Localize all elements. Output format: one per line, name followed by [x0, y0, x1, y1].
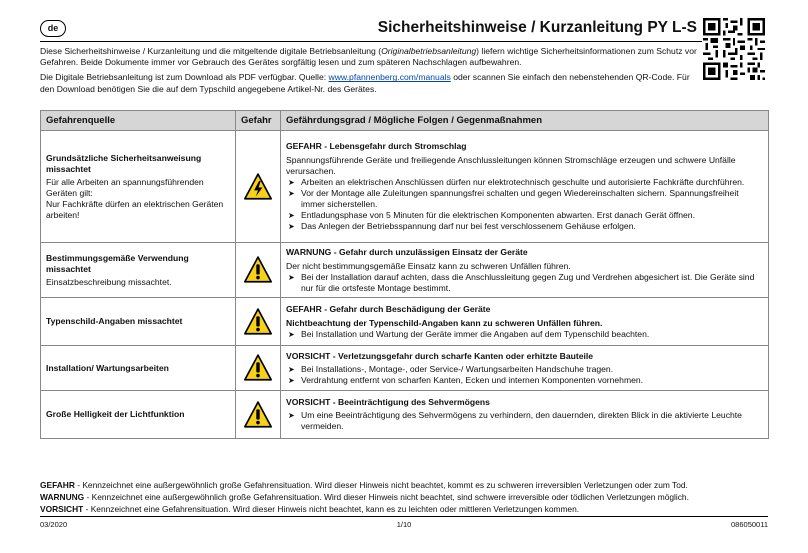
hazard-table — [40, 110, 769, 439]
legend-caution: VORSICHT - Kennzeichnet eine Gefahrensituation. Wird dieser Hinweis nicht beachtet, kann es zu leichten oder mittleren Verletzungen kommen. — [40, 503, 580, 514]
hazard-measures-cell — [281, 298, 769, 346]
qr-code-icon[interactable] — [703, 18, 765, 80]
intro-paragraph-2: Die Digitale Betriebsanleitung ist zum Download als PDF verfügbar. Quelle: www.pfannenberg.com/manuals oder scannen Sie einfach den nebenstehenden QR-Code. Für den Download benötigen Sie die auf dem Typschild angegebene Artikel-Nr. des Gerätes. — [40, 72, 690, 94]
hazard-measures-cell — [281, 243, 769, 298]
hazard-source-title: Installation/ Wartungsarbeiten — [46, 362, 169, 373]
table-row — [41, 346, 769, 391]
measure-bullet: ➤ Entladungsphase von 5 Minuten für die elektrischen Komponenten abwarten. Erst danach Gerät öffnen. — [286, 210, 763, 221]
hazard-source-cell — [41, 298, 236, 346]
legend-danger: GEFAHR - Kennzeichnet eine außergewöhnlich große Gefahrensituation. Wird dieser Hinweis nicht beachtet, kommt es zu schweren irreversiblen Verletzungen oder zum Tod. — [40, 480, 688, 490]
measure-text: Der nicht bestimmungsgemäße Einsatz kann zu schweren Unfällen führen. — [286, 260, 571, 271]
legend-warning: WARNUNG - Kennzeichnet eine außergewöhnlich große Gefahrensituation. Wird dieser Hinweis nicht beachtet, sind schwere irreversible oder tödlichen Verletzungen möglich. — [40, 491, 689, 502]
hazard-measures-cell — [281, 391, 769, 439]
measure-bullet: ➤ Um eine Beeinträchtigung des Sehvermögens zu verhindern, den dauernden, direkten Blick in die aktivierte Leuchte vermeiden. — [286, 410, 763, 432]
hazard-source-cell — [41, 346, 236, 391]
warning-icon — [244, 308, 272, 336]
hazard-icon-cell — [236, 298, 281, 346]
document-title: Sicherheitshinweise / Kurzanleitung PY L-S — [377, 19, 697, 36]
hazard-measures-cell — [281, 131, 769, 243]
hazard-source-cell — [41, 391, 236, 439]
hazard-source-cell — [41, 131, 236, 243]
hazard-source-title: Grundsätzliche Sicherheitsanweisung missachtet — [46, 152, 202, 174]
hazard-source-title: Typenschild-Angaben missachtet — [46, 316, 183, 326]
table-row — [41, 298, 769, 346]
hazard-icon-cell — [236, 391, 281, 439]
hazard-source-title: Große Helligkeit der Lichtfunktion — [46, 409, 185, 419]
measure-bullet: ➤ Arbeiten an elektrischen Anschlüssen dürfen nur elektrotechnisch geschulte und autorisierte Fachkräfte durchführen. — [286, 177, 763, 188]
measure-subtitle: Nichtbeachtung der Typenschild-Angaben kann zu schweren Unfällen führen. — [286, 317, 603, 328]
hazard-icon-cell — [236, 243, 281, 298]
column-header-source: Gefahrenquelle — [41, 111, 236, 131]
warning-icon — [244, 256, 272, 284]
hazard-icon-cell — [236, 346, 281, 391]
hazard-source-text: Einsatzbeschreibung missachtet. — [46, 276, 172, 287]
measure-text: Spannungsführende Geräte und freiliegende Anschlussleitungen können Stromschläge erzeugen und schwere Unfälle verursachen. — [286, 155, 736, 176]
electric-hazard-icon — [244, 173, 272, 201]
footer-divider — [40, 516, 768, 517]
table-row — [41, 243, 769, 298]
title-divider — [40, 41, 702, 42]
measure-bullet: ➤ Das Anlegen der Betriebsspannung darf nur bei fest verschlossenem Gehäuse erfolgen. — [286, 221, 763, 232]
measure-bullet: ➤ Vor der Montage alle Zuleitungen spannungsfrei schalten und gegen Wiedereinschalten sichern. Spannungsfreiheit immer sicherstellen. — [286, 188, 763, 210]
hazard-measures-cell — [281, 346, 769, 391]
footer-page-number: 1/10 — [396, 520, 412, 529]
measure-bullet: ➤ Bei Installations-, Montage-, oder Service-/ Wartungsarbeiten Handschuhe tragen. — [286, 364, 763, 375]
table-row — [41, 131, 769, 243]
hazard-source-text: Für alle Arbeiten an spannungsführenden Geräten gilt: Nur Fachkräfte dürfen an elektrischen Geräten arbeiten! — [46, 176, 224, 220]
footer-date: 03/2020 — [40, 520, 68, 529]
warning-icon — [244, 401, 272, 429]
table-row — [41, 391, 769, 439]
intro-paragraph-1: Diese Sicherheitshinweise / Kurzanleitung und die mitgeltende digitale Betriebsanleitung (Originalbetriebsanleitung) liefern wichtige Sicherheitsinformationen zum Schutz vor Gefahren. Beide Dokumente immer vor Gebrauch des Gerätes sorgfältig lesen und zum späteren Nachschlagen aufbewahren. — [40, 46, 697, 68]
measure-title: WARNUNG - Gefahr durch unzulässigen Einsatz der Geräte — [286, 246, 528, 257]
column-header-measures: Gefährdungsgrad / Mögliche Folgen / Gegenmaßnahmen — [281, 111, 769, 131]
measure-title: GEFAHR - Gefahr durch Beschädigung der Geräte — [286, 303, 491, 314]
table-header-row — [41, 111, 769, 131]
manuals-link[interactable]: www.pfannenberg.com/manuals — [328, 72, 451, 83]
column-header-hazard: Gefahr — [236, 111, 281, 131]
original-manual-term: Originalbetriebsanleitung — [381, 46, 477, 56]
hazard-source-title: Bestimmungsgemäße Verwendung missachtet — [46, 252, 189, 274]
language-badge: de — [40, 20, 66, 37]
footer-doc-number: 086050011 — [731, 520, 768, 529]
measure-title: VORSICHT - Verletzungsgefahr durch scharfe Kanten oder erhitzte Bauteile — [286, 350, 594, 361]
hazard-source-cell — [41, 243, 236, 298]
signal-word-legend — [40, 480, 768, 515]
measure-title: GEFAHR - Lebensgefahr durch Stromschlag — [286, 141, 467, 151]
measure-bullet: ➤ Verdrahtung entfernt von scharfen Kanten, Ecken und internen Komponenten vornehmen. — [286, 375, 763, 386]
intro-text — [40, 46, 702, 99]
measure-bullet: ➤ Bei Installation und Wartung der Geräte immer die Angaben auf dem Typenschild beachten. — [286, 329, 763, 340]
measure-bullet: ➤ Bei der Installation darauf achten, dass die Anschlussleitung gegen Zug und Verdrehen abgesichert ist. Die Geräte sind nur für die ortsfeste Montage bestimmt. — [286, 272, 763, 294]
hazard-icon-cell — [236, 131, 281, 243]
measure-title: VORSICHT - Beeinträchtigung des Sehvermögens — [286, 397, 490, 407]
warning-icon — [244, 354, 272, 382]
